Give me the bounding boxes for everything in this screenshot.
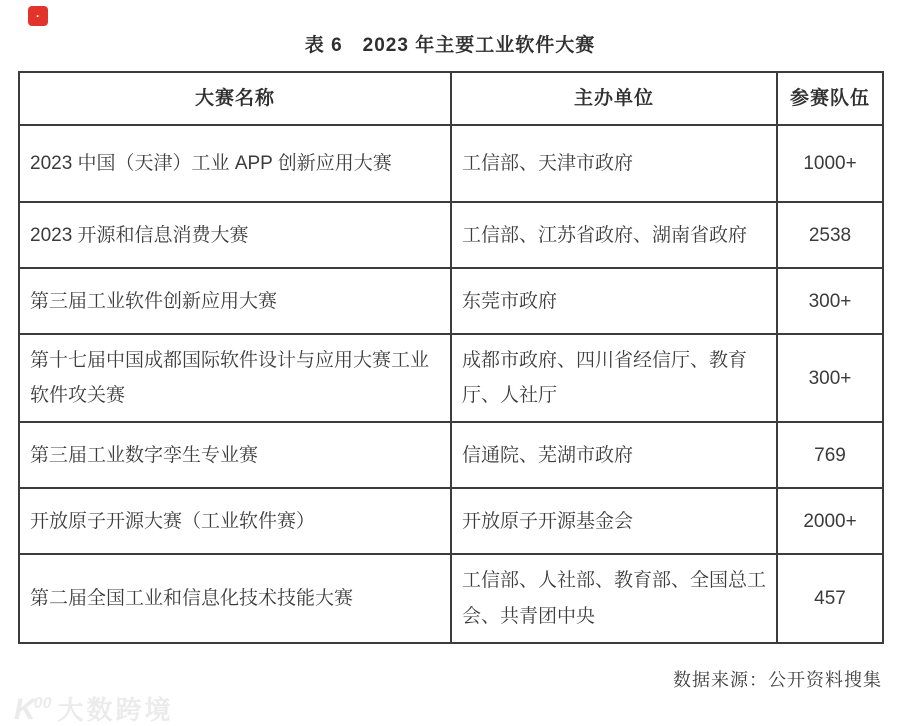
table-row [19, 125, 883, 202]
competition-name: 第二届全国工业和信息化技术技能大赛 [19, 554, 451, 642]
competition-name: 第三届工业数字孪生专业赛 [19, 422, 451, 488]
table-row [19, 554, 883, 642]
competition-name: 第三届工业软件创新应用大赛 [19, 268, 451, 334]
organizer: 东莞市政府 [451, 268, 777, 334]
competitions-table [18, 71, 884, 644]
watermark-logo-icon: $K^{00}$ [14, 693, 52, 726]
competition-name: 开放原子开源大赛（工业软件赛） [19, 488, 451, 554]
table-row [19, 488, 883, 554]
table-row [19, 202, 883, 268]
data-source-note: 数据来源：公开资料搜集 [673, 669, 882, 690]
teams-count: 2538 [777, 202, 883, 268]
header-organizer: 主办单位 [451, 72, 777, 125]
header-competition-name: 大赛名称 [19, 72, 451, 125]
watermark [14, 695, 173, 725]
header-teams: 参赛队伍 [777, 72, 883, 125]
teams-count: 300+ [777, 268, 883, 334]
teams-count: 457 [777, 554, 883, 642]
organizer: 工信部、江苏省政府、湖南省政府 [451, 202, 777, 268]
red-badge-icon: · [28, 6, 48, 26]
table-row [19, 422, 883, 488]
organizer: 工信部、人社部、教育部、全国总工会、共青团中央 [451, 554, 777, 642]
table-header-row [19, 72, 883, 125]
teams-count: 2000+ [777, 488, 883, 554]
watermark-text: 大数跨境 [57, 695, 174, 725]
organizer: 工信部、天津市政府 [451, 125, 777, 202]
teams-count: 769 [777, 422, 883, 488]
table-title: 表 6 2023 年主要工业软件大赛 [304, 35, 596, 56]
table-row [19, 268, 883, 334]
organizer: 信通院、芜湖市政府 [451, 422, 777, 488]
competition-name: 2023 中国（天津）工业 APP 创新应用大赛 [19, 125, 451, 202]
teams-count: 300+ [777, 334, 883, 422]
teams-count: 1000+ [777, 125, 883, 202]
competition-name: 第十七届中国成都国际软件设计与应用大赛工业软件攻关赛 [19, 334, 451, 422]
organizer: 成都市政府、四川省经信厅、教育厅、人社厅 [451, 334, 777, 422]
organizer: 开放原子开源基金会 [451, 488, 777, 554]
competition-name: 2023 开源和信息消费大赛 [19, 202, 451, 268]
table-row [19, 334, 883, 422]
